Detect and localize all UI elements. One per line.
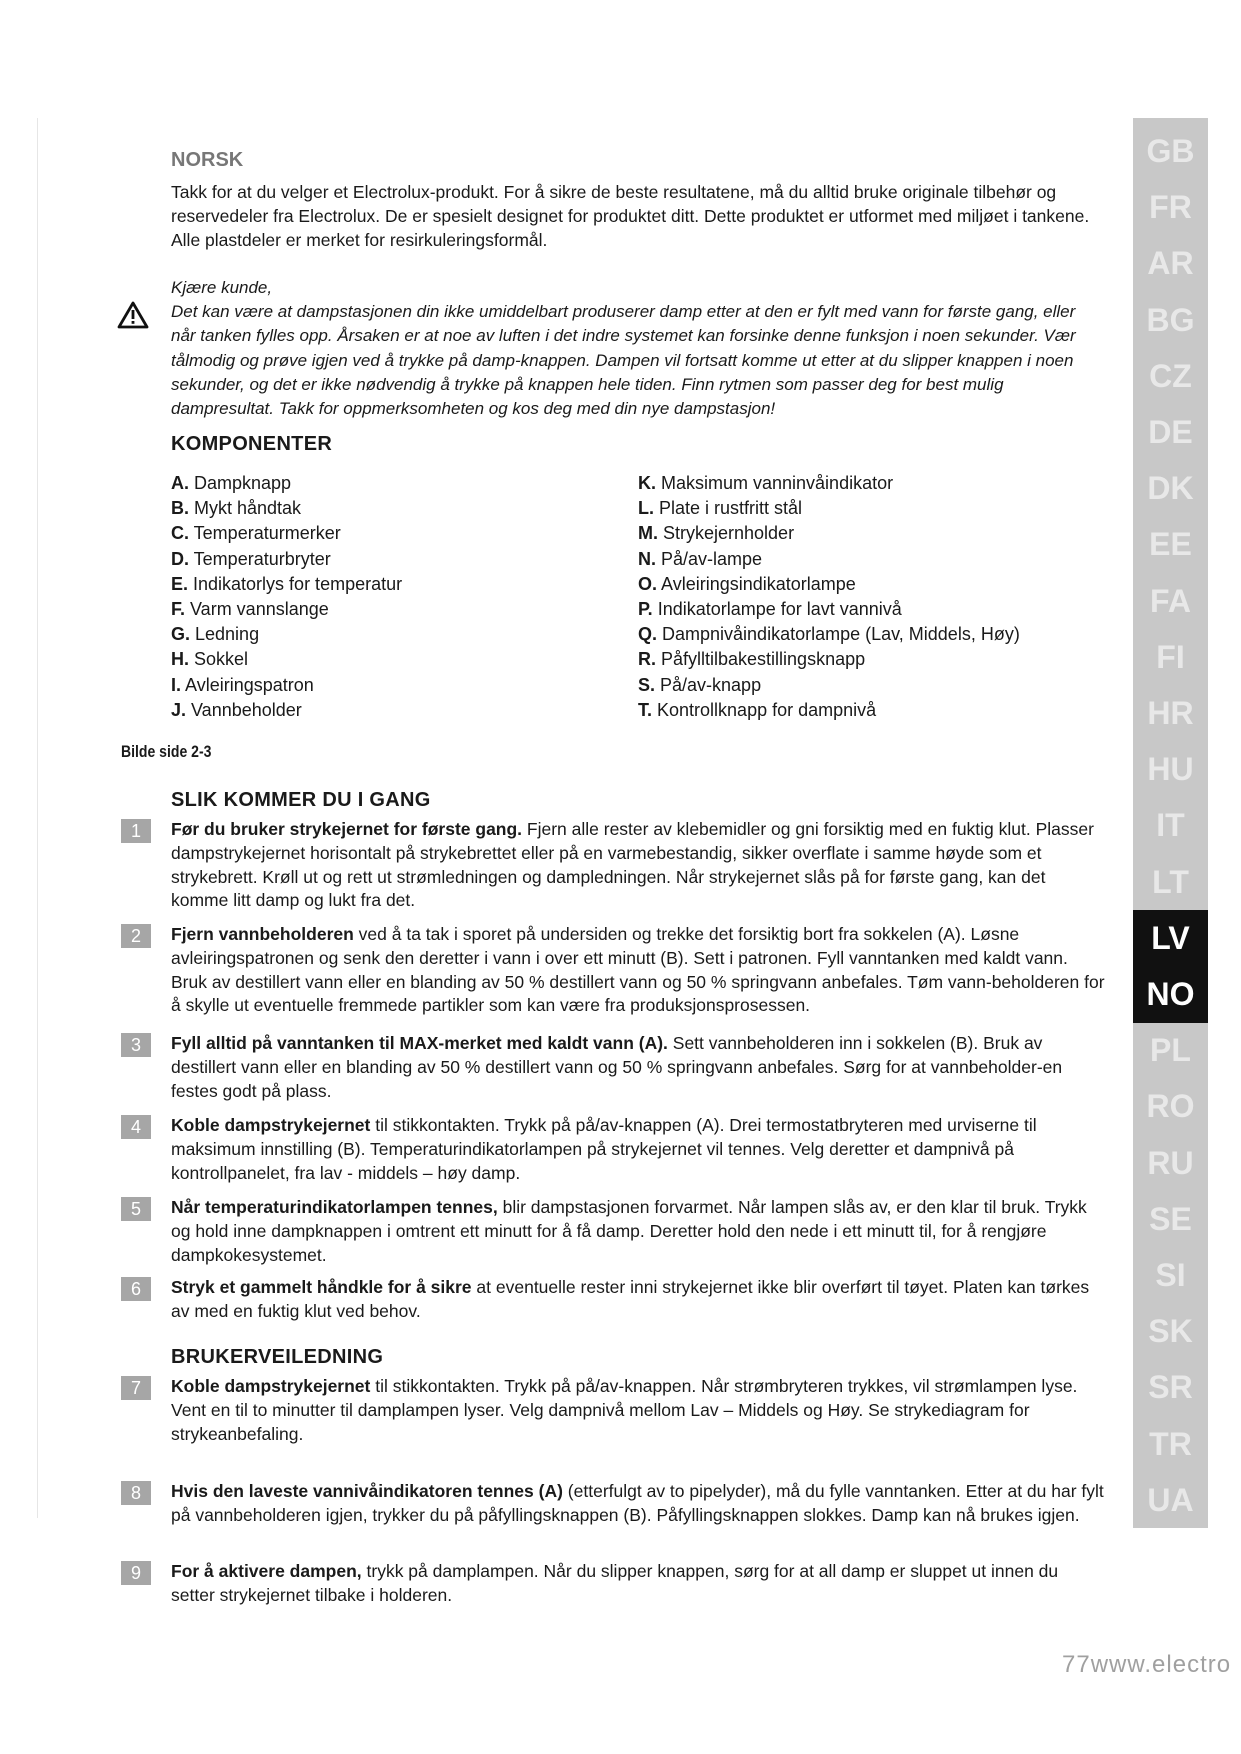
component-letter: A. (171, 473, 189, 493)
component-item (638, 521, 1020, 546)
language-heading: NORSK (171, 149, 244, 171)
step-text (171, 1114, 1106, 1185)
component-item (171, 647, 402, 672)
language-tab-sk[interactable]: SK (1148, 1313, 1193, 1350)
component-letter: L. (638, 498, 654, 519)
component-label: På/av-knapp (655, 674, 762, 695)
component-letter: H. (171, 649, 189, 670)
step-number-badge: 3 (121, 1033, 151, 1057)
step-lead: Koble dampstrykejernet (171, 1376, 371, 1396)
component-item (638, 572, 1020, 597)
language-tab-tr[interactable]: TR (1149, 1425, 1192, 1462)
component-label: Indikatorlampe for lavt vannivå (652, 599, 902, 620)
component-letter: I. (171, 674, 182, 695)
component-label: Mykt håndtak (189, 498, 302, 519)
component-label: Temperaturbryter (189, 548, 331, 569)
step-number-badge: 8 (121, 1481, 151, 1505)
component-item (638, 698, 1020, 723)
language-tab-ro[interactable]: RO (1146, 1088, 1195, 1125)
step-body: ved å ta tak i sporet på undersiden og trekke det forsiktig bort fra sokkelen (A). Løsne avleiringspatronen og senk den deretter i vann i over ett minutt (B). Sett i patronen. Fyll vanntanken med kaldt vann. Bruk av destillert vann eller en blanding av 50 % destillert vann og 50 % springvann anbefales. Tøm vann-beholderen for å skylle ut eventuelle fremmede partikler som kan være fra produksjonsprosessen. (171, 924, 1105, 1016)
component-item (171, 597, 402, 622)
language-tab-cz[interactable]: CZ (1149, 357, 1192, 394)
component-label: Varm vannslange (185, 599, 329, 620)
component-item (171, 622, 402, 647)
step-text (171, 1480, 1106, 1528)
language-tab-ee[interactable]: EE (1149, 526, 1192, 563)
component-item (638, 673, 1020, 698)
component-letter: R. (638, 649, 656, 670)
component-item (638, 547, 1020, 572)
step-lead: Når temperaturindikatorlampen tennes, (171, 1197, 498, 1217)
component-letter: D. (171, 548, 189, 569)
component-item (171, 521, 402, 546)
step-text (171, 1196, 1106, 1267)
step-item (121, 1560, 1106, 1608)
component-letter: T. (638, 699, 653, 720)
language-tab-fa[interactable]: FA (1150, 582, 1191, 619)
step-text (171, 923, 1106, 1018)
step-number-badge: 2 (121, 924, 151, 948)
component-letter: M. (638, 523, 658, 544)
component-label: Kontrollknapp for dampnivå (652, 699, 877, 720)
step-body: blir dampstasjonen forvarmet. Når lampen slås av, er den klar til bruk. Trykk og hold inne dampknappen i omtrent ett minutt for å få damp. Deretter hold den nede i ett minutt til, for å rengjøre dampkokesystemet. (171, 1197, 1087, 1265)
component-letter: Q. (638, 624, 658, 645)
component-item (638, 622, 1020, 647)
component-letter: E. (171, 573, 189, 594)
component-letter: P. (638, 599, 653, 620)
step-item (121, 923, 1106, 1018)
language-tab-hu[interactable]: HU (1147, 751, 1194, 788)
step-lead: Fjern vannbeholderen (171, 924, 354, 944)
step-number-badge: 7 (121, 1376, 151, 1400)
component-item (638, 597, 1020, 622)
step-body: (etterfulgt av to pipelyder), må du fylle vanntanken. Etter at du har fylt på vannbeholderen igjen, trykker du på påfyllingsknappen (B). Påfyllingsknappen slokkes. Damp kan nå brukes igjen. (171, 1481, 1104, 1525)
language-tab-hr[interactable]: HR (1147, 695, 1194, 731)
component-item (171, 496, 402, 521)
step-item (121, 1196, 1106, 1267)
warning-triangle-icon (117, 300, 149, 330)
component-item (638, 647, 1020, 672)
component-label: Indikatorlys for temperatur (188, 573, 403, 594)
component-label: På/av-lampe (656, 548, 763, 569)
language-tab-ua[interactable]: UA (1147, 1481, 1194, 1518)
component-label: Dampknapp (189, 473, 292, 493)
getting-started-heading: SLIK KOMMER DU I GANG (171, 789, 431, 811)
component-item (171, 572, 402, 597)
step-lead: Før du bruker strykejernet for første gang. (171, 819, 523, 839)
step-lead: For å aktivere dampen, (171, 1561, 362, 1581)
step-item (121, 1375, 1106, 1446)
component-label: Avleiringsindikatorlampe (657, 573, 856, 594)
component-letter: C. (171, 523, 189, 544)
step-number-badge: 9 (121, 1561, 151, 1585)
component-item (171, 698, 402, 723)
intro-paragraph: Takk for at du velger et Electrolux-produkt. For å sikre de beste resultatene, må du alltid bruke originale tilbehør og reservedeler fra Electrolux. De er spesielt designet for produktet ditt. Dette produktet er utformet med miljøet i tankene. Alle plastdeler er merket for resirkuleringsformål. (171, 182, 1090, 250)
language-tab-ru[interactable]: RU (1147, 1144, 1194, 1181)
language-tab-bg[interactable]: BG (1146, 301, 1195, 338)
language-tab-pl[interactable]: PL (1150, 1032, 1191, 1069)
step-number-badge: 5 (121, 1197, 151, 1221)
component-label: Maksimum vanninvåindikator (656, 473, 894, 493)
component-label: Påfylltilbakestillingsknapp (656, 649, 866, 670)
component-letter: F. (171, 599, 186, 620)
step-text (171, 1032, 1106, 1103)
step-item (121, 1276, 1106, 1324)
language-tab-fr[interactable]: FR (1149, 189, 1192, 226)
step-number-badge: 1 (121, 819, 151, 843)
step-item (121, 1114, 1106, 1185)
step-body: at eventuelle rester inni strykejernet ikke blir overført til tøyet. Platen kan tørkes av med en fuktig klut ved behov. (171, 1277, 1090, 1321)
step-body: Fjern alle rester av klebemidler og gni forsiktig med en fuktig klut. Plasser dampstrykejernet horisontalt på strykebrettet eller på en varmebestandig, sikker overflate i samme høyde som et strykebrett. Krøll ut og rett ut strømledningen og dampledningen. Når strykejernet slås på for første gang, kan det komme litt damp og lukt fra det. (171, 819, 1094, 911)
component-label: Vannbeholder (186, 699, 302, 720)
language-tab-ar[interactable]: AR (1147, 245, 1194, 282)
language-tab-fi[interactable]: FI (1156, 638, 1185, 675)
component-label: Sokkel (189, 649, 249, 670)
step-number-badge: 6 (121, 1277, 151, 1301)
language-tab-it[interactable]: IT (1156, 807, 1185, 844)
component-label: Ledning (190, 624, 260, 645)
step-number-badge: 4 (121, 1115, 151, 1139)
component-item (171, 547, 402, 572)
language-tab-si[interactable]: SI (1155, 1257, 1186, 1293)
page-margin-line (37, 118, 38, 1518)
language-tab-lv[interactable]: LV (1133, 910, 1208, 967)
language-tab-no[interactable]: NO (1133, 966, 1208, 1023)
language-tab-sr[interactable]: SR (1148, 1369, 1193, 1406)
component-item (171, 471, 402, 496)
language-tab-de[interactable]: DE (1148, 414, 1193, 450)
warning-salutation: Kjære kunde, (171, 278, 273, 297)
component-item (638, 496, 1020, 521)
language-tab-se[interactable]: SE (1149, 1200, 1192, 1237)
warning-note (171, 276, 1101, 421)
step-lead: Koble dampstrykejernet (171, 1115, 371, 1135)
step-lead: Stryk et gammelt håndkle for å sikre (171, 1277, 472, 1297)
component-letter: G. (171, 624, 191, 645)
components-list-left (171, 471, 402, 723)
step-body: til stikkontakten. Trykk på på/av-knappen (A). Drei termostatbryteren med urviserne til maksimum innstilling (B). Temperaturindikatorlampen på strykejernet vil tennes. Velg deretter et dampnivå på kontrollpanelet, fra lav - middels – høy damp. (171, 1115, 1037, 1183)
step-lead: Fyll alltid på vanntanken til MAX-merket med kaldt vann (A). (171, 1033, 668, 1053)
step-text (171, 818, 1106, 913)
component-letter: B. (171, 498, 189, 519)
component-item (171, 673, 402, 698)
components-list-right (638, 471, 1020, 723)
step-text (171, 1375, 1106, 1446)
component-letter: O. (638, 573, 658, 594)
step-item (121, 1480, 1106, 1528)
step-body: Sett vannbeholderen inn i sokkelen (B). Bruk av destillert vann eller en blanding av 50 % destillert vann og 50 % springvann anbefales. Sørg for at vannbeholder-en festes godt på plass. (171, 1033, 1063, 1101)
step-body: trykk på damplampen. Når du slipper knappen, sørg for at all damp er sluppet ut innen du setter strykejernet tilbake i holderen. (171, 1561, 1059, 1605)
step-body: til stikkontakten. Trykk på på/av-knappen. Når strømbryteren trykkes, vil strømlampen lyse. Vent en til to minutter til damplampen lyser. Velg dampnivå mellom Lav – Middels og Høy. Se strykediagram for strykeanbefaling. (171, 1376, 1078, 1444)
language-tab-lt[interactable]: LT (1152, 863, 1189, 900)
component-letter: K. (638, 473, 656, 493)
component-label: Temperaturmerker (189, 523, 341, 544)
step-item (121, 1032, 1106, 1103)
component-label: Strykejernholder (658, 523, 795, 544)
component-letter: S. (638, 674, 656, 695)
component-item (638, 471, 1020, 496)
component-label: Avleiringspatron (181, 674, 314, 695)
component-label: Plate i rustfritt stål (654, 498, 803, 519)
component-label: Dampnivåindikatorlampe (Lav, Middels, Høy) (657, 624, 1020, 645)
step-text (171, 1560, 1106, 1608)
page-footer: 77www.electro (1062, 1651, 1232, 1678)
step-lead: Hvis den laveste vannivåindikatoren tennes (A) (171, 1481, 563, 1501)
component-letter: J. (171, 699, 187, 720)
language-tab-dk[interactable]: DK (1147, 470, 1194, 507)
user-guide-heading: BRUKERVEILEDNING (171, 1346, 384, 1368)
step-text (171, 1276, 1106, 1324)
components-heading: KOMPONENTER (171, 433, 333, 455)
step-item (121, 818, 1106, 913)
figure-reference: Bilde side 2-3 (121, 743, 212, 761)
component-letter: N. (638, 548, 656, 569)
warning-body: Det kan være at dampstasjonen din ikke umiddelbart produserer damp etter at den er fylt med vann for første gang, eller når tanken fylles opp. Årsaken er at noe av luften i det indre systemet kan forsinke denne funksjon i noen sekunder. Vær tålmodig og prøve igjen ved å trykke på damp-knappen. Dampen vil fortsatt komme ut etter at du slipper knappen i noen sekunder, og det er ikke nødvendig å trykke på knappen hele tiden. Finn rytmen som passer deg for best mulig dampresultat. Takk for oppmerksomheten og kos deg med din nye dampstasjon! (171, 302, 1076, 419)
language-tab-gb[interactable]: GB (1146, 133, 1195, 169)
